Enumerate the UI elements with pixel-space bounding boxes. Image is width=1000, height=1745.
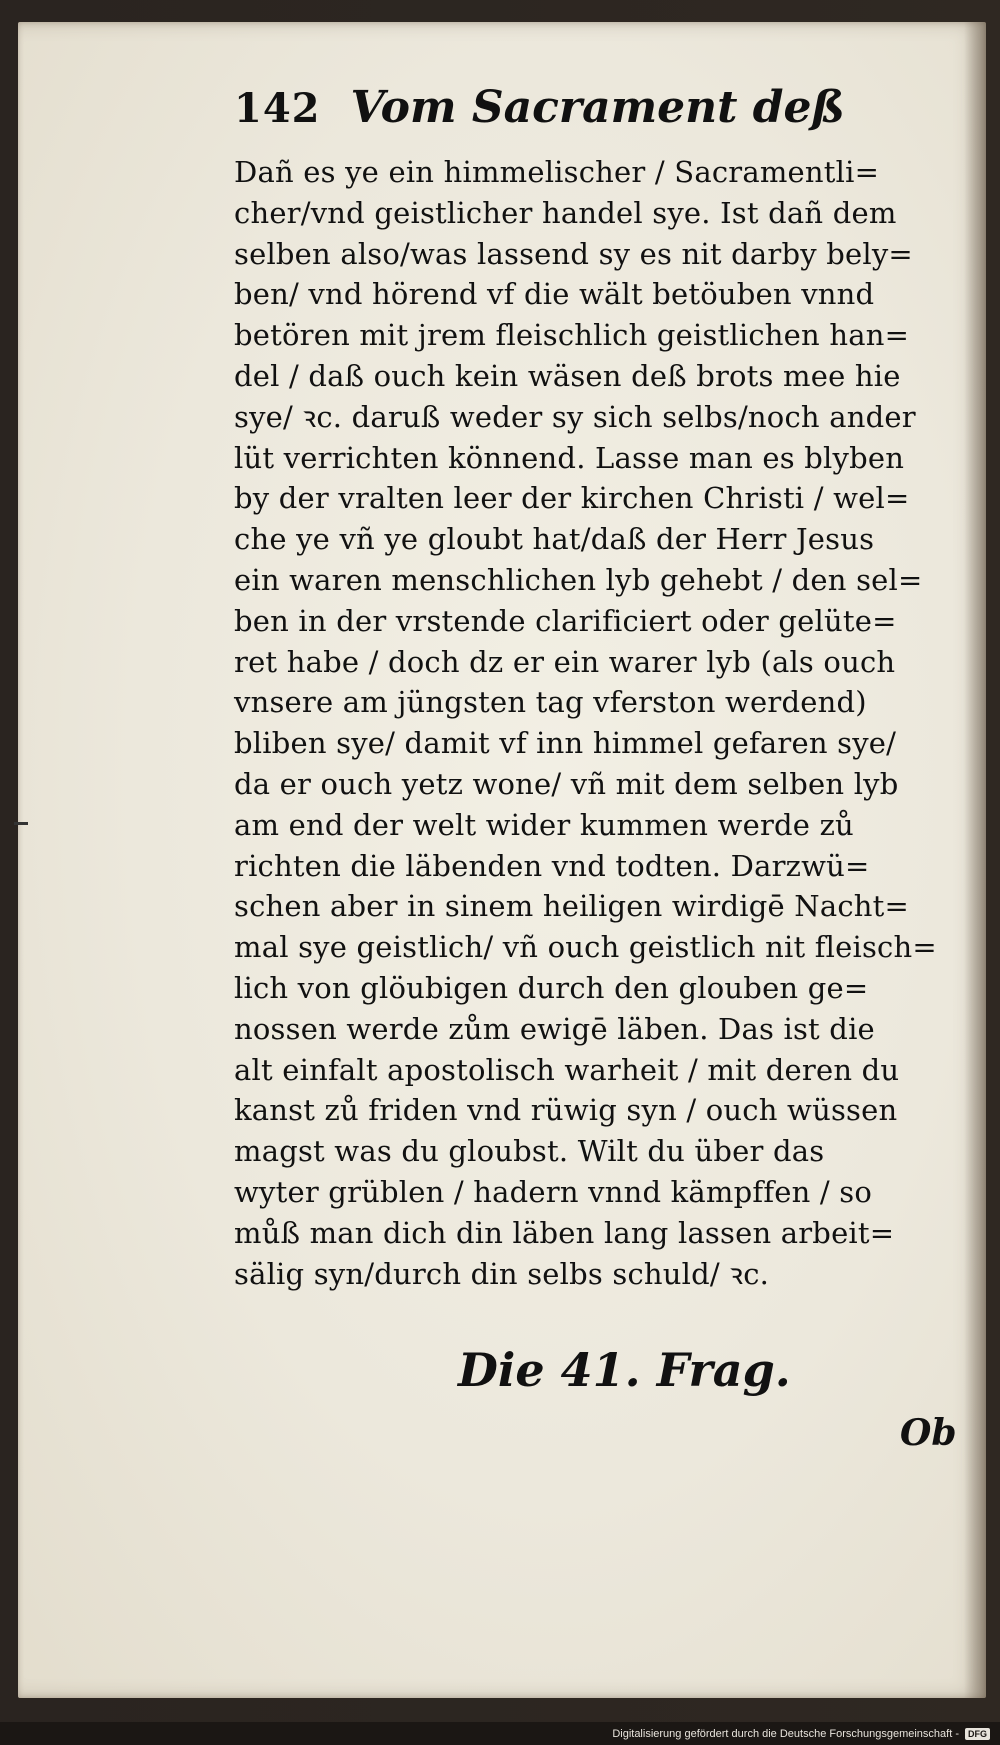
text-line: sälig syn/durch din selbs schuld/ ꝛc. (234, 1256, 770, 1291)
text-line: schen aber in sinem heiligen wirdigē Nacht= (234, 889, 910, 924)
section-heading: Die 41. Frag. (458, 1343, 791, 1397)
text-block (234, 82, 969, 1294)
text-line: ben in der vrstende clarificiert oder gelüte= (234, 603, 897, 638)
text-line: ret habe / doch dz er ein warer lyb (als ouch (234, 644, 896, 679)
text-line: da er ouch yetz wone/ vñ mit dem selben lyb (234, 766, 899, 801)
running-head: Vom Sacrament deß (350, 82, 845, 133)
page-header (234, 82, 969, 148)
margin-mark (14, 822, 28, 825)
text-line: selben also/was lassend sy es nit darby bely= (234, 236, 913, 271)
dfg-logo: DFG (965, 1728, 990, 1740)
text-line: che ye vñ ye gloubt hat/daß der Herr Jesus (234, 522, 875, 557)
footer-credit: Digitalisierung gefördert durch die Deutsche Forschungsgemeinschaft - (612, 1727, 959, 1740)
text-line: lich von glöubigen durch den glouben ge= (234, 970, 869, 1005)
text-line: ben/ vnd hörend vf die wält betöuben vnnd (234, 277, 875, 312)
text-line: am end der welt wider kummen werde zů (234, 807, 854, 842)
catchword: Ob (900, 1412, 957, 1454)
digitization-footer (0, 1722, 1000, 1745)
text-line: Dañ es ye ein himmelischer / Sacramentli= (234, 155, 880, 189)
text-line: wyter grüblen / hadern vnnd kämpffen / so (234, 1174, 873, 1209)
text-line: bliben sye/ damit vf inn himmel gefaren sye/ (234, 726, 897, 761)
text-line: vnsere am jüngsten tag vferston werdend) (234, 685, 867, 720)
text-line: cher/vnd geistlicher handel sye. Ist dañ dem (234, 195, 897, 230)
text-line: del / daß ouch kein wäsen deß brots mee hie (234, 358, 901, 393)
text-line: ein waren menschlichen lyb gehebt / den sel= (234, 562, 923, 597)
text-line: alt einfalt apostolisch warheit / mit deren du (234, 1052, 900, 1087)
text-line: mal sye geistlich/ vñ ouch geistlich nit fleisch= (234, 930, 937, 965)
page-number: 142 (234, 85, 321, 132)
body-text (234, 152, 969, 1294)
text-line: můß man dich din läben lang lassen arbeit= (234, 1215, 895, 1250)
text-line: magst was du gloubst. Wilt du über das (234, 1134, 825, 1169)
text-line: nossen werde zům ewigē läben. Das ist die (234, 1011, 875, 1046)
text-line: betören mit jrem fleischlich geistlichen han= (234, 318, 910, 353)
text-line: kanst zů friden vnd rüwig syn / ouch wüssen (234, 1093, 898, 1128)
text-line: lüt verrichten könnend. Lasse man es blyben (234, 440, 905, 475)
text-line: richten die läbenden vnd todten. Darzwü= (234, 848, 870, 883)
text-line: sye/ ꝛc. daruß weder sy sich selbs/noch ander (234, 399, 916, 434)
text-line: by der vralten leer der kirchen Christi / wel= (234, 481, 910, 516)
